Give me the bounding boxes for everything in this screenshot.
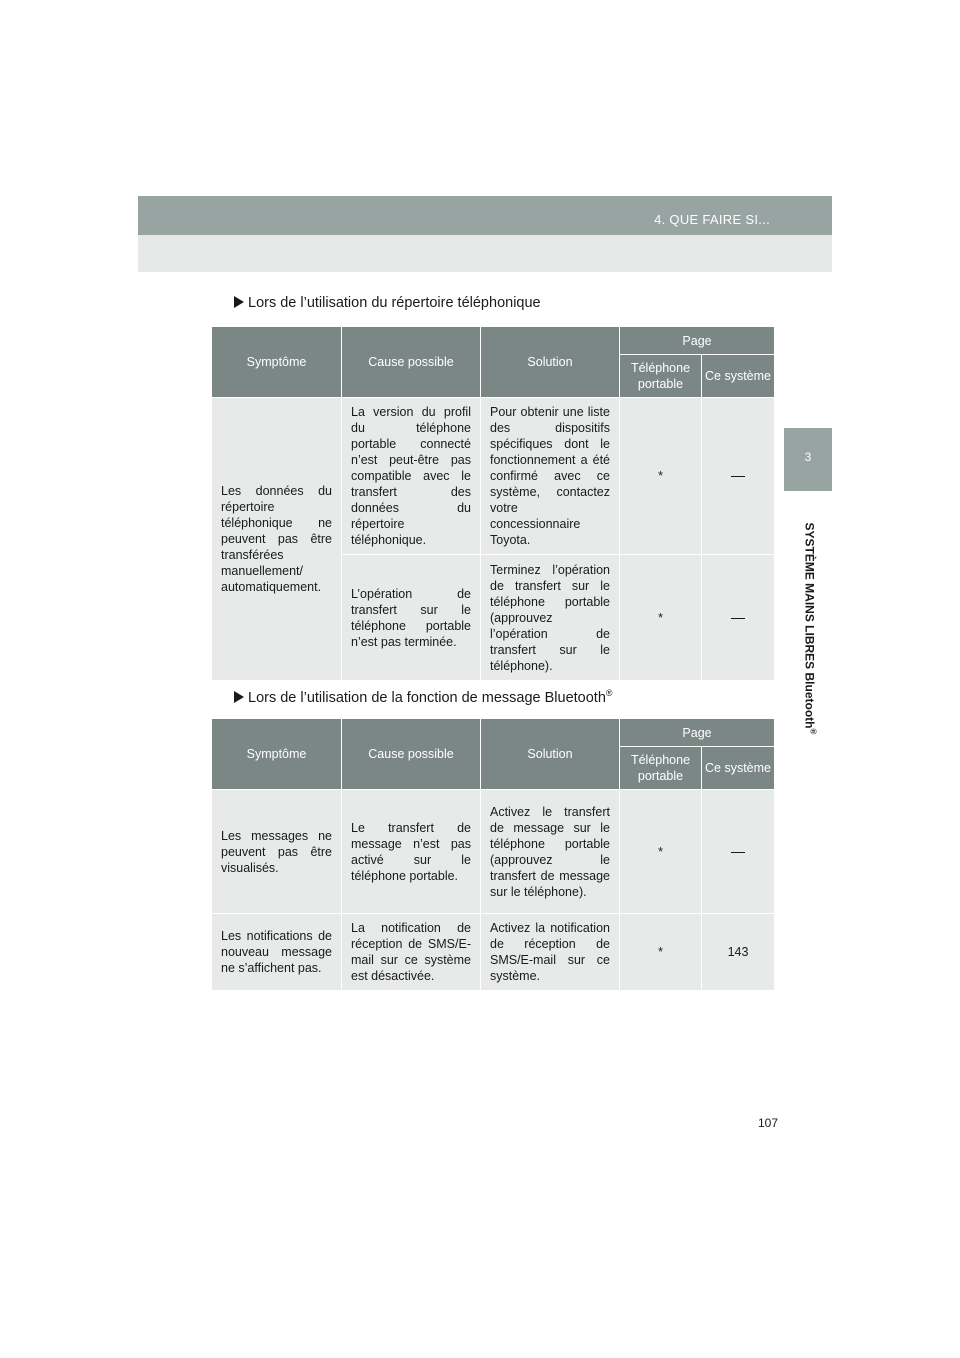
dash-mark [731, 852, 745, 853]
phone-page-cell: * [620, 555, 702, 681]
header-subband [138, 235, 832, 272]
symptom-cell: Les données du répertoire téléphonique ne peuvent pas être transférées manuellement/ automatiquement. [212, 398, 342, 681]
header-solution: Solution [481, 327, 620, 398]
section-title-text: Lors de l’utilisation du répertoire téléphonique [248, 295, 541, 311]
triangle-bullet-icon [234, 691, 244, 703]
dash-mark [731, 618, 745, 619]
page-number: 107 [758, 1116, 779, 1130]
phone-page-cell: * [620, 914, 702, 991]
chapter-tab-number: 3 [804, 450, 812, 464]
header-phone: Téléphone portable [620, 747, 702, 790]
header-phone: Téléphone portable [620, 355, 702, 398]
system-page-cell [702, 790, 775, 914]
header-system: Ce système [702, 355, 775, 398]
solution-cell: Activez le transfert de message sur le téléphone portable (approuvez le transfert de message sur le téléphone). [481, 790, 620, 914]
solution-cell: Terminez l’opération de transfert sur le téléphone portable (approuvez l’opération de transfert sur le téléphone). [481, 555, 620, 681]
solution-cell: Pour obtenir une liste des dispositifs spécifiques dont le fonctionnement a été confirmé avec ce système, contactez votre concessionnaire Toyota. [481, 398, 620, 555]
cause-cell: La version du profil du téléphone portable connecté n’est peut-être pas compatible avec le transfert des données du répertoire téléphonique. [342, 398, 481, 555]
cause-cell: Le transfert de message n’est pas activé sur le téléphone portable. [342, 790, 481, 914]
header-cause: Cause possible [342, 327, 481, 398]
phonebook-table [211, 326, 775, 681]
side-chapter-label [802, 522, 818, 735]
table-row [212, 914, 775, 991]
header-solution: Solution [481, 719, 620, 790]
header-cause: Cause possible [342, 719, 481, 790]
system-page-cell: 143 [702, 914, 775, 991]
registered-mark: ® [808, 728, 818, 735]
header-page: Page [620, 327, 775, 355]
triangle-bullet-icon [234, 296, 244, 308]
section-title-phonebook [234, 295, 541, 311]
messages-table [211, 718, 775, 991]
table-row [212, 790, 775, 914]
symptom-cell: Les notifications de nouveau message ne s’affichent pas. [212, 914, 342, 991]
header-symptom: Symptôme [212, 327, 342, 398]
solution-cell: Activez la notification de réception de SMS/E-mail sur ce système. [481, 914, 620, 991]
cause-cell: La notification de réception de SMS/E-mail sur ce système est désactivée. [342, 914, 481, 991]
system-page-cell [702, 398, 775, 555]
dash-mark [731, 476, 745, 477]
section-title-messages [234, 688, 613, 706]
header-system: Ce système [702, 747, 775, 790]
cause-cell: L’opération de transfert sur le téléphone portable n’est pas terminée. [342, 555, 481, 681]
header-symptom: Symptôme [212, 719, 342, 790]
header-page: Page [620, 719, 775, 747]
chapter-title: 4. QUE FAIRE SI... [654, 212, 770, 227]
table-row [212, 398, 775, 555]
side-chapter-label-text: SYSTÈME MAINS LIBRES Bluetooth [802, 522, 817, 729]
phone-page-cell: * [620, 790, 702, 914]
system-page-cell [702, 555, 775, 681]
phone-page-cell: * [620, 398, 702, 555]
symptom-cell: Les messages ne peuvent pas être visualisés. [212, 790, 342, 914]
section-title-text: Lors de l’utilisation de la fonction de message Bluetooth [248, 689, 606, 706]
chapter-tab [784, 428, 832, 491]
registered-mark: ® [605, 688, 613, 698]
